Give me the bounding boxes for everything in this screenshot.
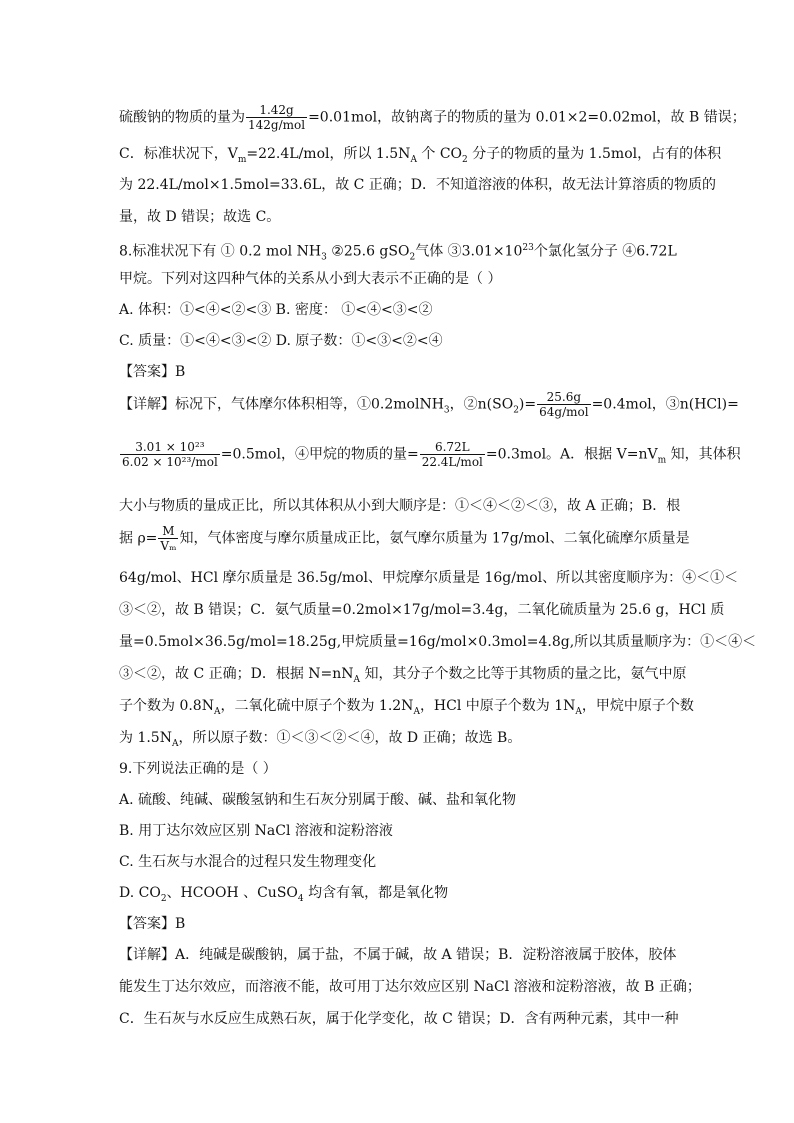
explanation-8-line-4 bbox=[119, 524, 690, 553]
text-segment: ③＜②，故 B 错误；C．氨气质量=0.2mol×17g/mol=3.4g，二氧化硫质量为 25.6 g，HCl 质 bbox=[119, 602, 725, 618]
question-9-option-a bbox=[119, 790, 516, 810]
subscript: m bbox=[657, 455, 667, 466]
subscript: 2 bbox=[513, 405, 519, 416]
text-segment: 【答案】B bbox=[119, 364, 186, 380]
text-segment: ，二氧化硫中原子个数为 1.2N bbox=[220, 698, 414, 714]
explanation-8-line-5 bbox=[119, 568, 738, 588]
question-9-stem bbox=[119, 759, 277, 779]
subscript: A bbox=[413, 706, 420, 717]
question-8-options-ab bbox=[119, 300, 432, 320]
fraction-numerator: 1.42g bbox=[259, 103, 294, 117]
explanation-8-line-1 bbox=[119, 390, 739, 420]
text-segment: 甲烷。下列对这四种气体的关系从小到大表示不正确的是（ ） bbox=[119, 271, 502, 287]
subscript: A bbox=[171, 738, 179, 749]
text-segment: 64g/mol、HCl 摩尔质量是 36.5g/mol、甲烷摩尔质量是 16g/mol、所以其密度顺序为：④＜①＜ bbox=[119, 570, 739, 586]
text-segment: A. 体积：①<④<②<③ B. 密度： ①<④<③<② bbox=[119, 302, 433, 318]
explanation-8-line-9 bbox=[119, 696, 694, 722]
text-segment: 能发生丁达尔效应，而溶液不能，故可用丁达尔效应区别 NaCl 溶液和淀粉溶液，故 B 正确； bbox=[119, 979, 701, 995]
fraction-denominator: 6.02 × 10²³/mol bbox=[122, 455, 218, 469]
fraction-numerator: 3.01 × 10²³ bbox=[135, 440, 205, 454]
text-segment: ，甲烷中原子个数 bbox=[581, 698, 694, 714]
question-8-options-cd bbox=[119, 331, 443, 351]
answer-label-9 bbox=[119, 914, 185, 934]
explanation-8-line-3 bbox=[119, 496, 680, 516]
text-segment: 量=0.5mol×36.5g/mol=18.25g,甲烷质量=16g/mol×0.3mol=4.8g,所以其质量顺序为：①＜④＜ bbox=[119, 634, 757, 650]
explanation-8-line-2 bbox=[119, 440, 741, 470]
explanation-8-line-8 bbox=[119, 664, 687, 690]
subscript: A bbox=[410, 154, 417, 165]
text-segment: =0.01mol，故钠离子的物质的量为 0.01×2=0.02mol，故 B 错误； bbox=[308, 109, 746, 126]
question-9-option-c bbox=[119, 852, 376, 872]
explanation-8-line-7 bbox=[119, 632, 756, 652]
text-segment: 为 22.4L/mol×1.5mol=33.6L，故 C 正确；D．不知道溶液的体积，故无法计算溶质的物质的 bbox=[119, 177, 717, 193]
text-segment: =22.4L/mol，所以 1.5N bbox=[246, 146, 411, 162]
subscript: A bbox=[213, 706, 221, 717]
fraction bbox=[246, 103, 307, 132]
text-segment: 硫酸钠的物质的量为 bbox=[119, 109, 245, 126]
fraction-denominator: 142g/mol bbox=[248, 118, 306, 132]
fraction-denominator: Vₘ bbox=[160, 539, 177, 553]
superscript: 23 bbox=[522, 243, 534, 253]
fraction bbox=[120, 440, 220, 469]
subscript: 3 bbox=[321, 252, 327, 263]
text-segment: =0.3mol。A．根据 V=nV bbox=[485, 446, 658, 463]
text-segment: B. 用丁达尔效应区别 NaCl 溶液和淀粉溶液 bbox=[119, 823, 393, 839]
text-segment: =0.4mol，③n(HCl)= bbox=[591, 396, 739, 413]
subscript: 3 bbox=[443, 405, 450, 416]
text-segment: 均含有氧，都是氧化物 bbox=[303, 885, 449, 901]
subscript: A bbox=[575, 706, 582, 717]
text-segment: C. 质量：①<④<③<② D. 原子数：①<③<②<④ bbox=[119, 333, 443, 349]
text-segment: A. 硫酸、纯碱、碳酸氢钠和生石灰分别属于酸、碱、盐和氧化物 bbox=[119, 792, 517, 808]
question-9-option-b bbox=[119, 821, 393, 841]
subscript: 2 bbox=[160, 893, 167, 904]
text-segment: 据 ρ= bbox=[119, 530, 158, 547]
text-segment: =0.5mol，④甲烷的物质的量= bbox=[220, 446, 419, 463]
explanation-8-line-6 bbox=[119, 600, 724, 620]
text-segment: 、HCOOH 、CuSO bbox=[166, 885, 298, 901]
answer-label-8 bbox=[119, 362, 185, 382]
question-8-stem-cont bbox=[119, 269, 501, 289]
text-segment: 子个数为 0.8N bbox=[119, 698, 214, 714]
text-segment: 【详解】A．纯碱是碳酸钠，属于盐，不属于碱，故 A 错误；B．淀粉溶液属于胶体，胶体 bbox=[119, 947, 677, 963]
text-segment: 个 CO bbox=[416, 146, 463, 162]
subscript: A bbox=[353, 674, 361, 685]
question-8-stem bbox=[119, 238, 677, 267]
fraction-denominator: 64g/mol bbox=[539, 405, 589, 419]
fraction-numerator: M bbox=[162, 524, 175, 538]
text-segment: )= bbox=[518, 396, 537, 413]
text-line-1 bbox=[119, 103, 746, 132]
explanation-8-line-10 bbox=[119, 728, 521, 754]
text-segment: 知，其分子个数之比等于其物质的量之比，氨气中原 bbox=[360, 666, 687, 682]
text-segment: ，②n(SO bbox=[449, 396, 514, 413]
text-line-2 bbox=[119, 144, 721, 170]
text-segment: 量，故 D 错误；故选 C。 bbox=[119, 209, 281, 225]
subscript: 4 bbox=[297, 893, 304, 904]
text-segment: C．生石灰与水反应生成熟石灰，属于化学变化，故 C 错误；D．含有两种元素，其中一种 bbox=[119, 1011, 679, 1027]
fraction-denominator: 22.4L/mol bbox=[421, 455, 483, 469]
subscript: 2 bbox=[462, 154, 468, 165]
subscript: m bbox=[237, 154, 247, 165]
text-line-3 bbox=[119, 175, 716, 195]
explanation-9-line-3 bbox=[119, 1009, 679, 1029]
text-segment: 8.标准状况下有 ① 0.2 mol NH bbox=[119, 243, 322, 260]
text-segment: 气体 ③3.01×10 bbox=[415, 243, 523, 260]
subscript: 2 bbox=[409, 252, 416, 263]
text-segment: C．标准状况下，V bbox=[119, 146, 238, 162]
text-segment: 分子的物质的量为 1.5mol，占有的体积 bbox=[467, 146, 722, 162]
text-segment: 知，气体密度与摩尔质量成正比，氨气摩尔质量为 17g/mol、二氧化硫摩尔质量是 bbox=[179, 530, 690, 547]
text-segment: C. 生石灰与水混合的过程只发生物理变化 bbox=[119, 854, 377, 870]
explanation-9-line-1 bbox=[119, 945, 676, 965]
text-segment: 【答案】B bbox=[119, 916, 186, 932]
text-segment: ，HCl 中原子个数为 1N bbox=[419, 698, 576, 714]
explanation-9-line-2 bbox=[119, 977, 701, 997]
text-segment: 个氯化氢分子 ④6.72L bbox=[533, 243, 677, 260]
text-segment: 为 1.5N bbox=[119, 730, 172, 746]
question-9-option-d bbox=[119, 883, 448, 909]
text-segment: ③＜②，故 C 正确；D．根据 N=nN bbox=[119, 666, 354, 682]
fraction bbox=[537, 390, 590, 419]
fraction-numerator: 6.72L bbox=[434, 440, 470, 454]
fraction bbox=[158, 524, 178, 553]
text-segment: ，所以原子数：①＜③＜②＜④，故 D 正确；故选 B。 bbox=[178, 730, 522, 746]
text-segment: 知，其体积 bbox=[666, 446, 741, 463]
text-line-4 bbox=[119, 207, 280, 227]
text-segment: 【详解】标况下，气体摩尔体积相等，①0.2molNH bbox=[119, 396, 444, 413]
text-segment: 大小与物质的量成正比，所以其体积从小到大顺序是：①＜④＜②＜③，故 A 正确；B．根 bbox=[119, 498, 681, 514]
text-segment: ②25.6 gSO bbox=[326, 243, 410, 260]
fraction-numerator: 25.6g bbox=[546, 390, 582, 404]
text-segment: 9.下列说法正确的是（ ） bbox=[119, 761, 277, 777]
text-segment: D. CO bbox=[119, 885, 161, 901]
fraction bbox=[420, 440, 485, 469]
